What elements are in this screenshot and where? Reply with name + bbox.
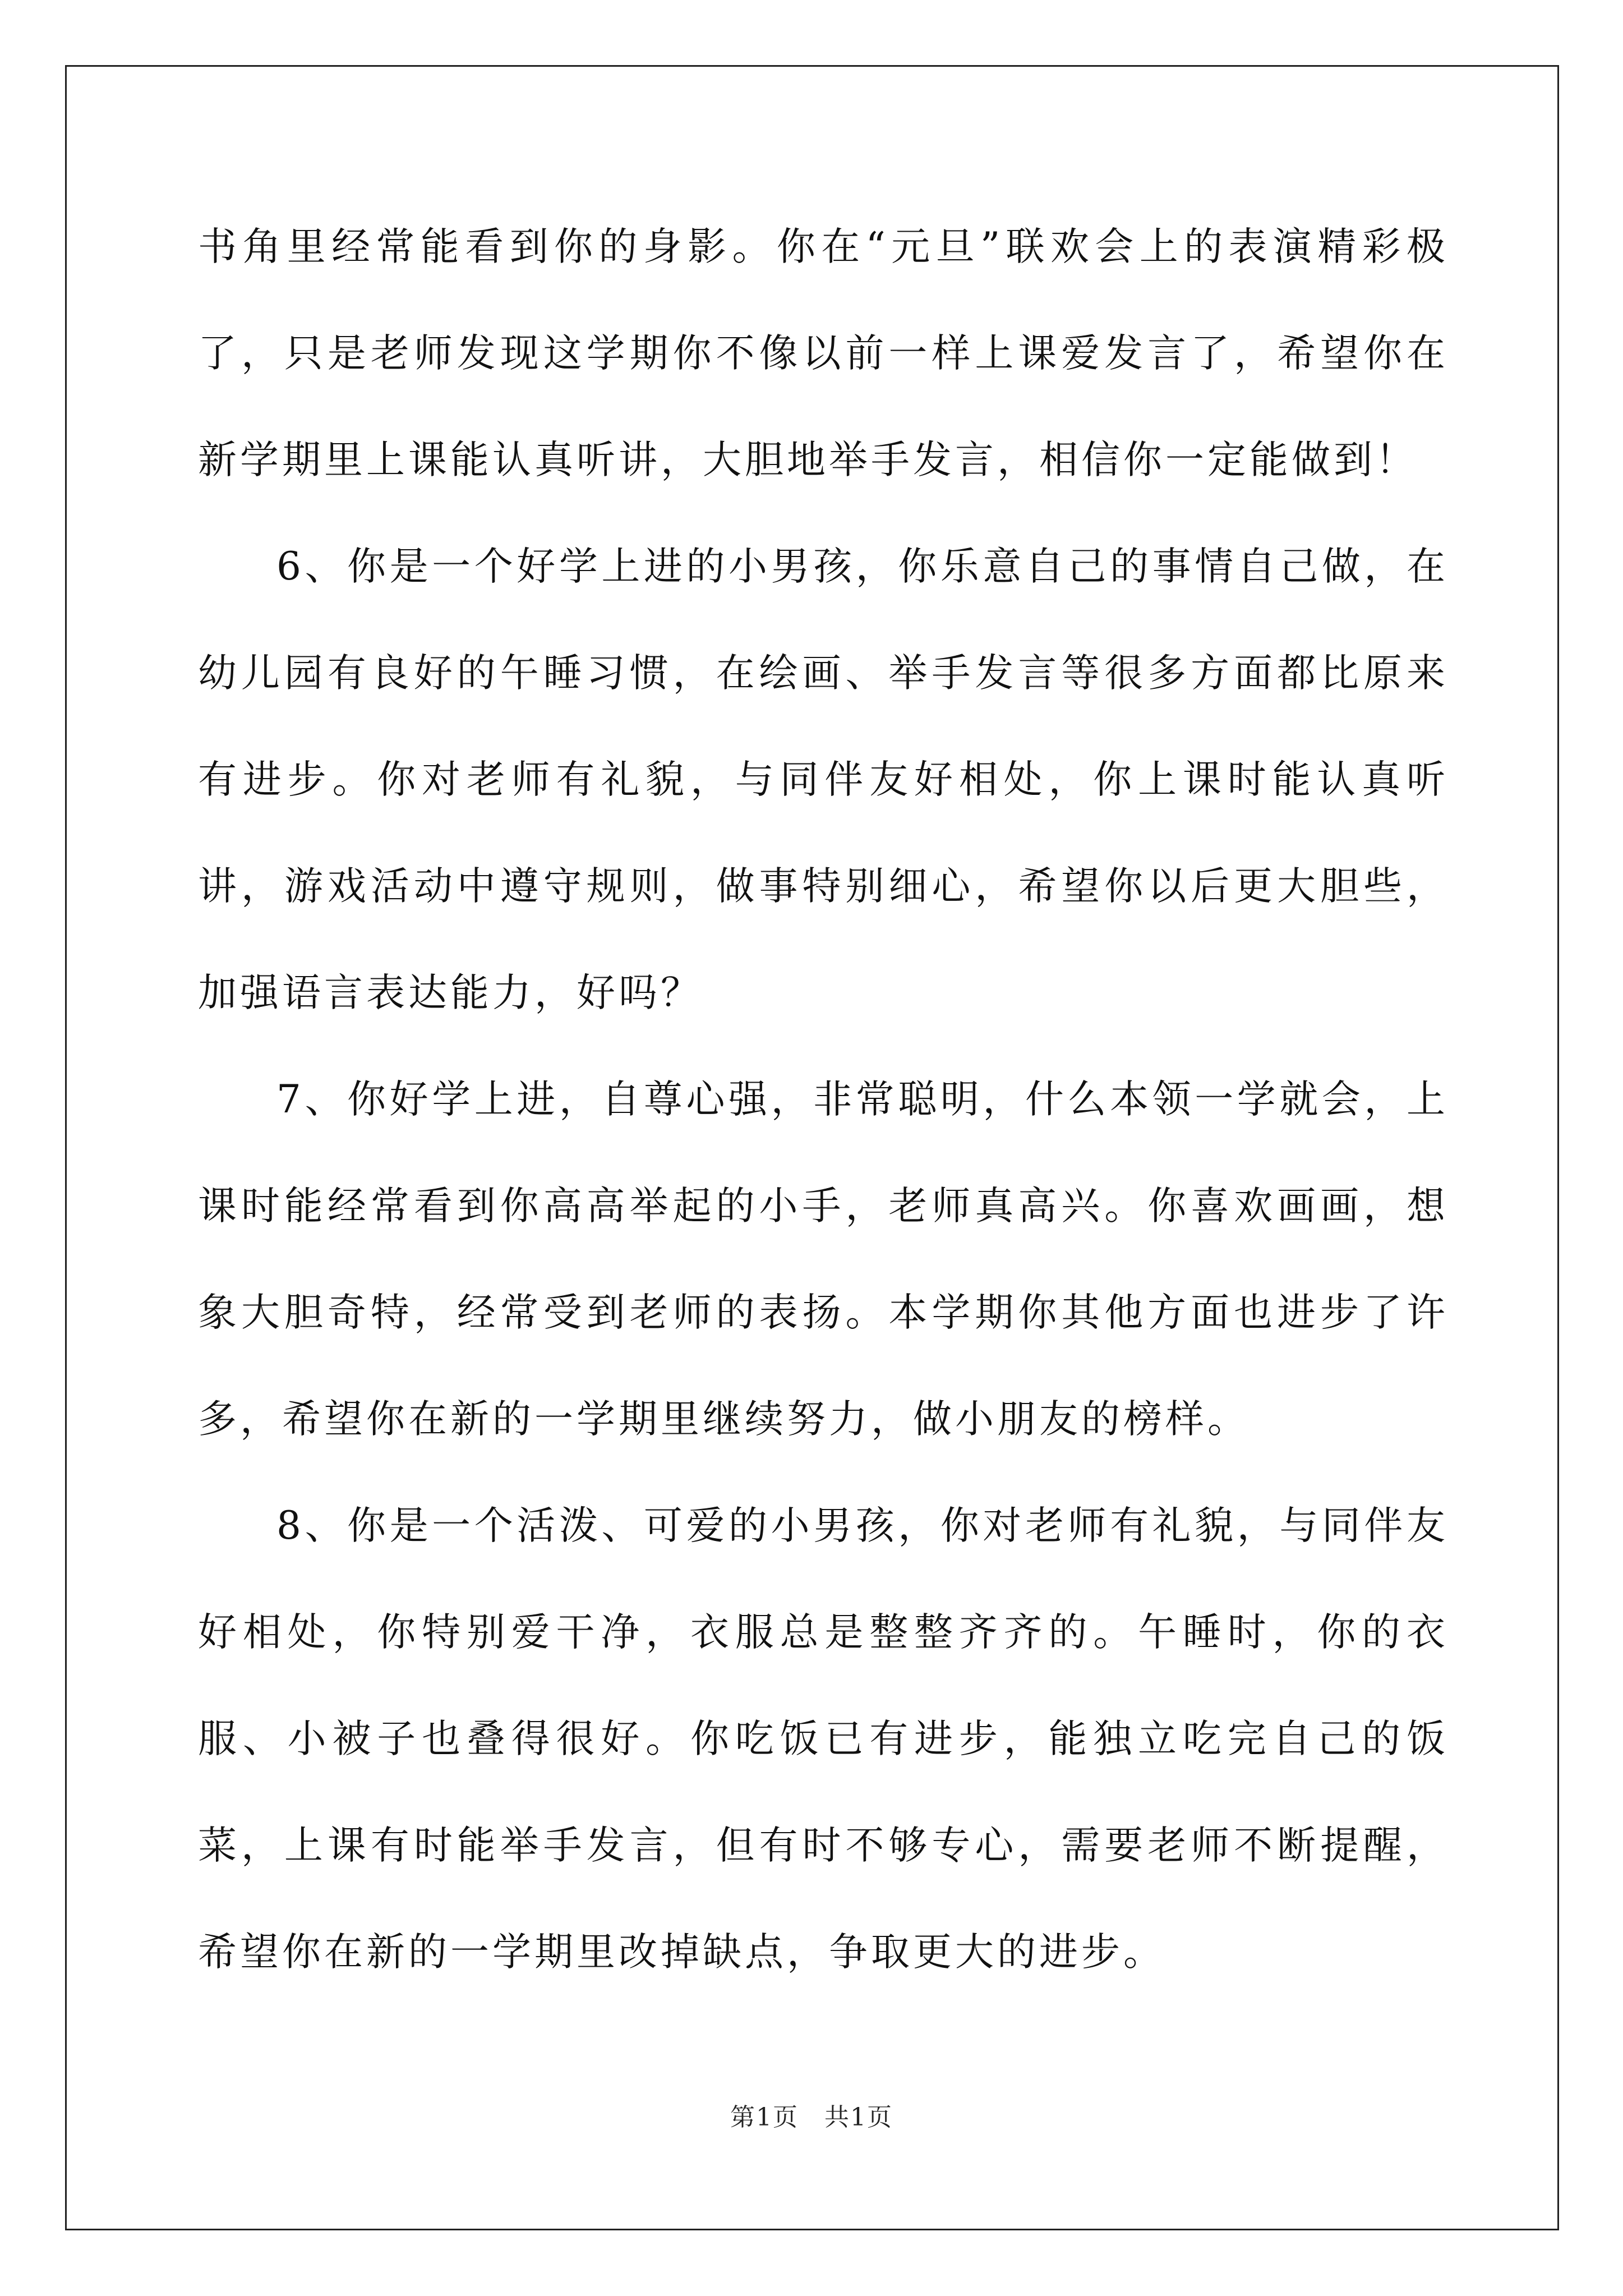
document-body	[198, 194, 1449, 2005]
paragraph-continuation: 书角里经常能看到你的身影。你在“元旦”联欢会上的表演精彩极了，只是老师发现这学期你不像以前一样上课爱发言了，希望你在新学期里上课能认真听讲，大胆地举手发言，相信你一定能做到！	[198, 224, 1449, 482]
page-number-footer: 第1页 共1页	[730, 2103, 893, 2132]
paragraph-item-8: 8、你是一个活泼、可爱的小男孩，你对老师有礼貌，与同伴友好相处，你特别爱干净，衣服总是整整齐齐的。午睡时，你的衣服、小被子也叠得很好。你吃饭已有进步，能独立吃完自己的饭菜，上课有时能举手发言，但有时不够专心，需要老师不断提醒，希望你在新的一学期里改掉缺点，争取更大的进步。	[198, 1503, 1449, 1975]
paragraph-item-7: 7、你好学上进，自尊心强，非常聪明，什么本领一学就会，上课时能经常看到你高高举起的小手，老师真高兴。你喜欢画画，想象大胆奇特，经常受到老师的表扬。本学期你其他方面也进步了许多，希望你在新的一学期里继续努力，做小朋友的榜样。	[198, 1077, 1449, 1442]
paragraph-item-6: 6、你是一个好学上进的小男孩，你乐意自己的事情自己做，在幼儿园有良好的午睡习惯，在绘画、举手发言等很多方面都比原来有进步。你对老师有礼貌，与同伴友好相处，你上课时能认真听讲，游戏活动中遵守规则，做事特别细心，希望你以后更大胆些，加强语言表达能力，好吗？	[198, 544, 1449, 1015]
